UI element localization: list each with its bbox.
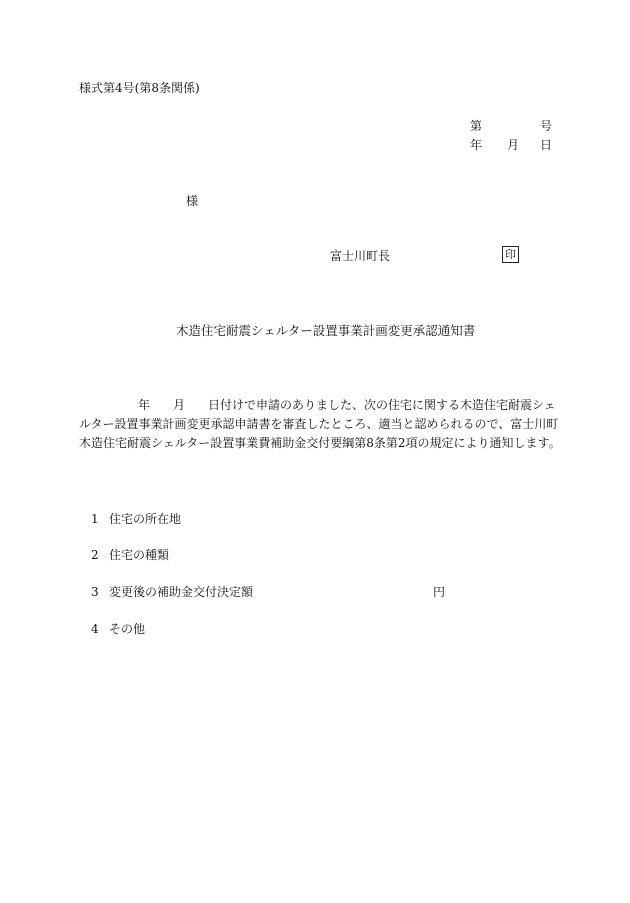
item-number: 1 <box>91 512 99 526</box>
document-number-suffix: 号 <box>540 119 553 133</box>
form-number: 様式第4号(第8条関係) <box>79 81 200 95</box>
body-line-1: 日付けで申請のありました、次の住宅に関する木造住宅耐震シェ <box>208 398 556 412</box>
issuer-title: 富士川町長 <box>330 249 391 263</box>
item-label-address: 住宅の所在地 <box>109 512 182 526</box>
date-year-label: 年 <box>470 138 483 152</box>
body-line-3: 木造住宅耐震シェルター設置事業費補助金交付要綱第8条第2項の規定により通知します。 <box>79 436 561 450</box>
body-line-2: ルター設置事業計画変更承認申請書を審査したところ、適当と認められるので、富士川町 <box>79 417 559 431</box>
seal-box: 印 <box>502 246 519 263</box>
currency-unit: 円 <box>433 585 446 599</box>
date-month-label: 月 <box>507 138 520 152</box>
item-label-other: その他 <box>109 622 146 636</box>
recipient-honorific: 様 <box>186 194 199 208</box>
document-number-label: 第 <box>470 119 483 133</box>
body-month-label: 月 <box>173 398 186 412</box>
item-number: 2 <box>91 548 99 562</box>
item-number: 3 <box>91 585 99 599</box>
body-year-label: 年 <box>138 398 151 412</box>
document-title: 木造住宅耐震シェルター設置事業計画変更承認通知書 <box>176 323 476 338</box>
item-label-subsidy-amount: 変更後の補助金交付決定額 <box>109 585 254 599</box>
item-number: 4 <box>91 622 99 636</box>
date-day-label: 日 <box>540 138 553 152</box>
item-label-house-type: 住宅の種類 <box>109 548 170 562</box>
